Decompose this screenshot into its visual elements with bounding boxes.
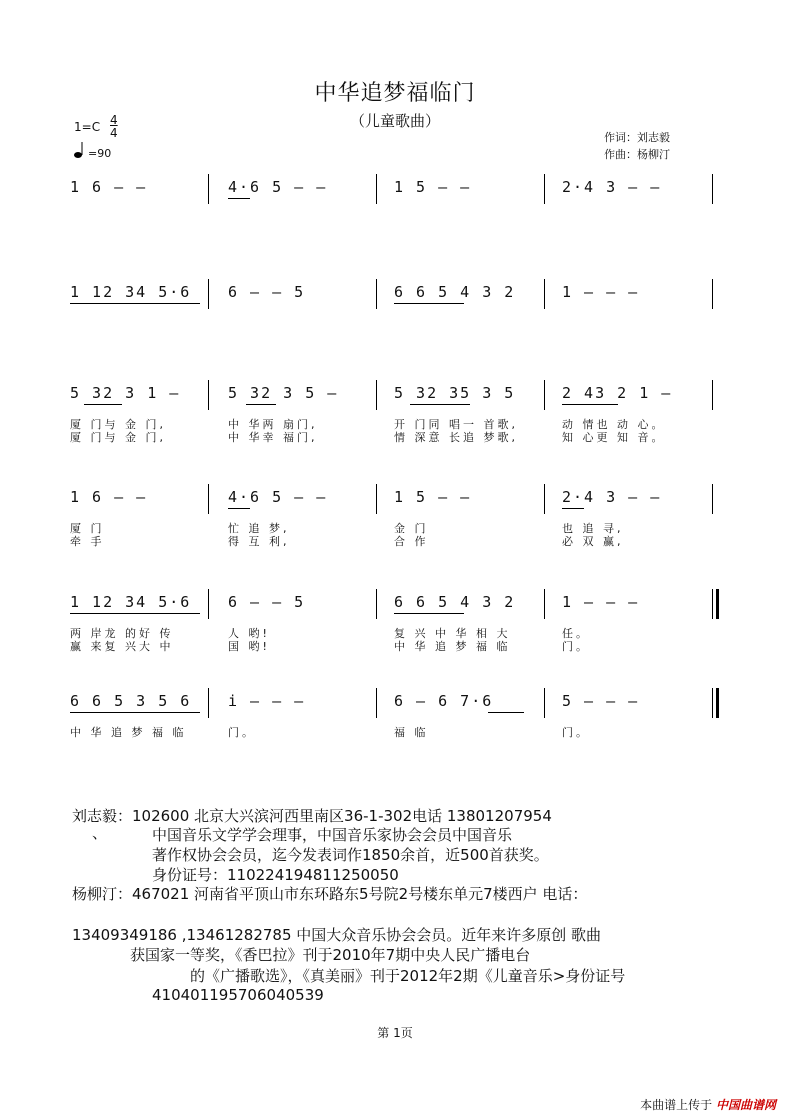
footer-prefix: 本曲谱上传于 [640, 1098, 713, 1112]
measure-notes: 6 – – 5 [228, 283, 306, 301]
key-signature: 1=C [74, 120, 101, 134]
measure-notes: 5 32 3 5 – [228, 384, 339, 402]
measure-notes: 5 32 3 1 – [70, 384, 181, 402]
lyric-line: 开 门同 唱一 首歌, [394, 418, 518, 431]
barline [544, 380, 545, 410]
lyric-line: 厦 门 [70, 522, 105, 535]
bio-line-1: 刘志毅：102600 北京大兴滨河西里南区36-1-302电话 13801207954 [72, 807, 552, 825]
beam-underline [488, 712, 524, 713]
lyric-line: 中 华 追 梦 福 临 [70, 726, 187, 739]
barline [712, 688, 713, 718]
measure-notes: 6 – – 5 [228, 593, 306, 611]
barline [712, 380, 713, 410]
lyric-line: 厦 门与 金 门, [70, 418, 166, 431]
bio-line-9: 的《广播歌选》，《真美丽》刊于2012年2期《儿童音乐>身份证号 [190, 967, 626, 985]
measure-notes: 5 32 35 3 5 [394, 384, 516, 402]
beam-underline [228, 198, 250, 199]
lyric-line: 任。 [562, 627, 590, 640]
lyric-line: 门。 [562, 726, 590, 739]
bio-line-2: 、 [92, 824, 108, 842]
beam-underline [394, 613, 464, 614]
composer-credit: 作曲：杨柳汀 [604, 148, 670, 161]
measure-notes: 2·4 3 – – [562, 488, 662, 506]
meter-bottom: 4 [110, 126, 118, 140]
barline [544, 174, 545, 204]
barline [376, 688, 377, 718]
barline [544, 279, 545, 309]
song-subtitle: （儿童歌曲） [349, 112, 440, 130]
lyric-line: 牵 手 [70, 535, 105, 548]
barline [376, 279, 377, 309]
beam-underline [394, 303, 464, 304]
measure-notes: 2 43 2 1 – [562, 384, 673, 402]
beam-underline [70, 613, 200, 614]
beam-underline [562, 508, 584, 509]
lyric-line: 两 岸龙 的好 传 [70, 627, 174, 640]
measure-notes: 1 5 – – [394, 488, 472, 506]
barline [208, 484, 209, 514]
barline [208, 688, 209, 718]
beam-underline [70, 712, 200, 713]
barline [376, 589, 377, 619]
measure-notes: 5 – – – [562, 692, 640, 710]
lyric-line: 复 兴 中 华 相 大 [394, 627, 511, 640]
lyric-line: 知 心更 知 音。 [562, 431, 666, 444]
barline [712, 484, 713, 514]
lyric-line: 中 华 追 梦 福 临 [394, 640, 511, 653]
measure-notes: 4·6 5 – – [228, 178, 328, 196]
repeat-barline [716, 589, 719, 619]
lyric-line: 必 双 赢, [562, 535, 624, 548]
barline [376, 174, 377, 204]
measure-notes: 1 12 34 5·6 [70, 283, 192, 301]
barline [208, 279, 209, 309]
measure-notes: i – – – [228, 692, 306, 710]
lyric-line: 中 华幸 福门, [228, 431, 318, 444]
beam-underline [70, 303, 200, 304]
beam-underline [84, 404, 122, 405]
lyric-line: 忙 追 梦, [228, 522, 290, 535]
lyric-line: 也 追 寻, [562, 522, 624, 535]
site-footer [640, 1096, 776, 1113]
lyric-line: 动 情也 动 心。 [562, 418, 666, 431]
lyric-line: 国 哟! [228, 640, 270, 653]
barline [544, 688, 545, 718]
time-signature [110, 114, 118, 140]
lyric-line: 厦 门与 金 门, [70, 431, 166, 444]
lyric-line: 中 华两 扇门, [228, 418, 318, 431]
lyric-line: 合 作 [394, 535, 429, 548]
song-title: 中华追梦福临门 [314, 81, 476, 106]
lyric-line: 门。 [562, 640, 590, 653]
final-barline [716, 688, 719, 718]
measure-notes: 1 – – – [562, 283, 640, 301]
bio-line-7: 13409349186 ,13461282785 中国大众音乐协会会员。近年来许多原创 歌曲 [72, 926, 602, 944]
bio-line-6: 杨柳汀：467021 河南省平顶山市东环路东5号院2号楼东单元7楼西户 电话： [72, 885, 588, 903]
lyric-line: 人 哟! [228, 627, 270, 640]
page-number: 第 1页 [377, 1026, 413, 1040]
measure-notes: 1 5 – – [394, 178, 472, 196]
barline [376, 380, 377, 410]
bio-line-10: 410401195706040539 [152, 986, 324, 1004]
lyricist-credit: 作词：刘志毅 [604, 131, 670, 144]
barline [376, 484, 377, 514]
beam-underline [246, 404, 276, 405]
bio-line-5: 身份证号：110224194811250050 [152, 866, 399, 884]
measure-notes: 4·6 5 – – [228, 488, 328, 506]
quarter-note-icon [73, 141, 87, 159]
measure-notes: 6 6 5 3 5 6 [70, 692, 192, 710]
bio-line-3: 中国音乐文学学会理事，中国音乐家协会会员中国音乐 [152, 826, 513, 844]
lyric-line: 赢 来复 兴大 中 [70, 640, 174, 653]
barline [544, 589, 545, 619]
beam-underline [562, 404, 618, 405]
lyric-line: 得 互 利, [228, 535, 290, 548]
measure-notes: 1 6 – – [70, 178, 148, 196]
bio-line-4: 著作权协会会员，迄今发表词作1850余首，近500首获奖。 [152, 846, 549, 864]
measure-notes: 6 6 5 4 3 2 [394, 283, 516, 301]
barline [544, 484, 545, 514]
lyric-line: 福 临 [394, 726, 429, 739]
barline [208, 380, 209, 410]
site-brand: 中国曲谱网 [715, 1098, 776, 1112]
lyric-line: 金 门 [394, 522, 429, 535]
meter-top: 4 [110, 113, 118, 127]
barline [712, 589, 713, 619]
measure-notes: 1 – – – [562, 593, 640, 611]
measure-notes: 1 6 – – [70, 488, 148, 506]
tempo-marking: =90 [88, 147, 112, 160]
barline [712, 174, 713, 204]
beam-underline [410, 404, 470, 405]
measure-notes: 6 6 5 4 3 2 [394, 593, 516, 611]
barline [712, 279, 713, 309]
lyric-line: 门。 [228, 726, 256, 739]
bio-line-8: 获国家一等奖，《香巴拉》刊于2010年7期中央人民广播电台 [130, 946, 531, 964]
barline [208, 589, 209, 619]
lyric-line: 情 深意 长追 梦歌, [394, 431, 518, 444]
measure-notes: 1 12 34 5·6 [70, 593, 192, 611]
beam-underline [228, 508, 250, 509]
barline [208, 174, 209, 204]
measure-notes: 6 – 6 7·6 [394, 692, 494, 710]
measure-notes: 2·4 3 – – [562, 178, 662, 196]
